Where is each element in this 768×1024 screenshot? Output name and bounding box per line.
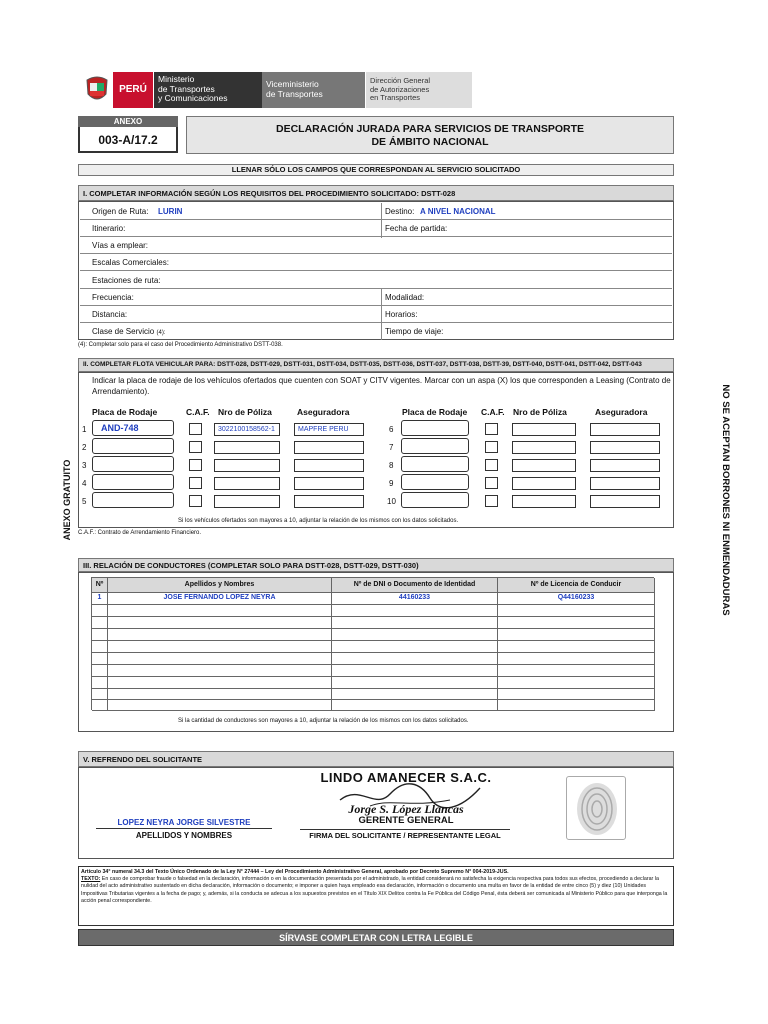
header-licencia: Nº de Licencia de Conducir — [498, 578, 655, 593]
poliza-input[interactable] — [512, 441, 576, 454]
placa-input[interactable] — [92, 456, 174, 472]
section-5-title: V. REFRENDO DEL SOLICITANTE — [78, 751, 674, 767]
caf-checkbox[interactable] — [485, 423, 498, 435]
aseguradora-input[interactable] — [590, 459, 660, 472]
signer-name: Jorge S. López Llancas — [348, 802, 464, 816]
ministry-name: Ministerio de Transportes y Comunicaciones — [154, 72, 262, 108]
placa-input[interactable] — [401, 456, 469, 472]
title-line-2: DE ÁMBITO NACIONAL — [371, 136, 489, 148]
coat-of-arms-icon — [84, 74, 110, 106]
escalas-label: Escalas Comerciales: — [92, 258, 169, 267]
header-poliza-right: Nro de Póliza — [513, 407, 567, 417]
aseguradora-input[interactable] — [294, 441, 364, 454]
poliza-input[interactable] — [512, 459, 576, 472]
poliza-input[interactable] — [214, 477, 280, 490]
poliza-input[interactable] — [512, 495, 576, 508]
estaciones-label: Estaciones de ruta: — [92, 276, 161, 285]
vias-label: Vías a emplear: — [92, 241, 149, 250]
placa-input[interactable] — [92, 474, 174, 490]
clase-label: Clase de Servicio (4): — [92, 327, 166, 336]
title-box — [186, 116, 674, 154]
peru-label: PERÚ — [113, 72, 153, 108]
header-aseguradora-right: Aseguradora — [595, 407, 648, 417]
header-poliza-left: Nro de Póliza — [218, 407, 272, 417]
signature-label: FIRMA DEL SOLICITANTE / REPRESENTANTE LEGAL — [300, 829, 510, 840]
placa-input[interactable]: AND-748 — [92, 420, 174, 436]
applicant-name-label: APELLIDOS Y NOMBRES — [135, 831, 233, 840]
fecha-partida-label: Fecha de partida: — [385, 224, 448, 233]
title-line-1: DECLARACIÓN JURADA PARA SERVICIOS DE TRANSPORTE — [275, 123, 585, 135]
direction-name: Dirección General de Autorizaciones en Transportes — [366, 72, 472, 108]
aseguradora-input[interactable] — [590, 495, 660, 508]
header-n: Nº — [92, 578, 108, 593]
aseguradora-input[interactable] — [590, 441, 660, 454]
header-aseguradora-left: Aseguradora — [297, 407, 350, 417]
company-stamp: LINDO AMANECER S.A.C. — [320, 770, 492, 785]
header-nombres: Apellidos y Nombres — [108, 578, 332, 593]
distancia-label: Distancia: — [92, 310, 128, 319]
aseguradora-input[interactable] — [294, 495, 364, 508]
itinerario-label: Itinerario: — [92, 224, 126, 233]
aseguradora-input[interactable] — [294, 459, 364, 472]
origen-value: LURIN — [158, 207, 183, 216]
placa-input[interactable] — [92, 438, 174, 454]
caf-checkbox[interactable] — [189, 495, 202, 507]
section-3-title: III. RELACIÓN DE CONDUCTORES (COMPLETAR SOLO PARA DSTT-028, DSTT-029, DSTT-030) — [78, 558, 674, 572]
side-label-left: ANEXO GRATUITO — [62, 459, 72, 541]
anexo-label: ANEXO — [78, 116, 178, 127]
aseguradora-input[interactable] — [294, 477, 364, 490]
header-placa-right: Placa de Rodaje — [402, 407, 468, 417]
legal-article: Artículo 34° numeral 34.3 del Texto Único Ordenado de la Ley N° 27444 – Ley del Procedimiento Administrativo General, aprobado por Decreto Supremo N° 004-2019-JUS. — [81, 869, 509, 875]
placa-input[interactable] — [92, 492, 174, 508]
aseguradora-input[interactable]: MAPFRE PERU — [294, 423, 364, 436]
section-2-instruction: Indicar la placa de rodaje de los vehículos ofertados que cuenten con SOAT y CITV vigentes. Marcar con un aspa (X) los que corresponden a Leasing (Contrato de Arrendamiento). — [92, 376, 671, 396]
modalidad-label: Modalidad: — [385, 293, 425, 302]
poliza-input[interactable] — [512, 477, 576, 490]
footer-bar: SÍRVASE COMPLETAR CON LETRA LEGIBLE — [78, 929, 674, 946]
caf-checkbox[interactable] — [189, 423, 202, 435]
destino-label: Destino: — [385, 207, 415, 216]
poliza-input[interactable] — [214, 495, 280, 508]
destino-value: A NIVEL NACIONAL — [420, 207, 496, 216]
section-2-title: II. COMPLETAR FLOTA VEHICULAR PARA: DSTT-028, DSTT-029, DSTT-031, DSTT-034, DSTT-035, DSTT-036, DSTT-037, DSTT-038, DSTT-39, DSTT-040, DSTT-041, DSTT-042, DSTT-043 — [78, 358, 674, 372]
legal-text: TEXTO: En caso de comprobar fraude o falsedad en la declaración, información o en la documentación presentada por el administrado, la entidad considerará no satisfecha la exigencia respectiva para todos sus efectos, procediendo a declarar la nulidad del acto administrativo sustentado en dicha declaración, información o documento; e imponer a quien haya empleado esa declaración, información o documento una multa en favor de la entidad de entre cinco (5) y diez (10) Unidades Impositivas Tributarias vigentes a la fecha de pago; y, además, si la conducta se adecua a los supuestos previstos en el Título XIX Delitos contra la Fe Pública del Código Penal, ésta deberá ser comunicada al Ministerio Público para que interponga la acción penal correspondiente. — [81, 876, 668, 904]
caf-checkbox[interactable] — [189, 459, 202, 471]
horarios-label: Horarios: — [385, 310, 418, 319]
header-placa-left: Placa de Rodaje — [92, 407, 158, 417]
anexo-code: 003-A/17.2 — [78, 127, 178, 153]
ministry-header — [80, 72, 472, 108]
caf-note: C.A.F.: Contrato de Arrendamiento Financiero. — [78, 530, 202, 536]
placa-input[interactable] — [401, 420, 469, 436]
section-2-note: Si los vehículos ofertados son mayores a 10, adjuntar la relación de los mismos con los datos solicitados. — [178, 518, 459, 524]
caf-checkbox[interactable] — [189, 477, 202, 489]
fingerprint-icon — [573, 781, 621, 837]
poliza-input[interactable] — [214, 441, 280, 454]
aseguradora-input[interactable] — [590, 423, 660, 436]
placa-input[interactable] — [401, 474, 469, 490]
instruction-bar: LLENAR SÓLO LOS CAMPOS QUE CORRESPONDAN AL SERVICIO SOLICITADO — [78, 164, 674, 176]
drivers-table: Nº Apellidos y Nombres Nº de DNI o Documento de Identidad Nº de Licencia de Conducir 1 JOSE FERNANDO LOPEZ NEYRA 44160233 Q44160233 — [91, 577, 654, 710]
fingerprint-box — [566, 776, 626, 840]
header-dni: Nº de DNI o Documento de Identidad — [332, 578, 498, 593]
section-1-title: I. COMPLETAR INFORMACIÓN SEGÚN LOS REQUISITOS DEL PROCEDIMIENTO SOLICITADO: DSTT-028 — [78, 185, 674, 201]
frecuencia-label: Frecuencia: — [92, 293, 134, 302]
header-caf-left: C.A.F. — [186, 407, 210, 417]
placa-input[interactable] — [401, 492, 469, 508]
aseguradora-input[interactable] — [590, 477, 660, 490]
caf-checkbox[interactable] — [485, 441, 498, 453]
caf-checkbox[interactable] — [485, 495, 498, 507]
caf-checkbox[interactable] — [485, 459, 498, 471]
poliza-input[interactable]: 3022100158562-1 — [214, 423, 280, 436]
signer-role: GERENTE GENERAL — [358, 815, 454, 826]
section-3-note: Si la cantidad de conductores son mayores a 10, adjuntar la relación de los mismos con los datos solicitados. — [178, 718, 469, 724]
header-caf-right: C.A.F. — [481, 407, 505, 417]
origen-label: Origen de Ruta: — [92, 207, 149, 216]
applicant-name: LOPEZ NEYRA JORGE SILVESTRE — [96, 818, 272, 829]
legal-box — [78, 866, 674, 926]
section-1-footnote: (4): Completar solo para el caso del Procedimiento Administrativo DSTT-038. — [78, 342, 283, 348]
poliza-input[interactable] — [214, 459, 280, 472]
placa-input[interactable] — [401, 438, 469, 454]
side-label-right: NO SE ACEPTAN BORRONES NI ENMENDADURAS — [720, 384, 731, 616]
caf-checkbox[interactable] — [189, 441, 202, 453]
viceministry-name: Viceministerio de Transportes — [262, 72, 365, 108]
tiempo-label: Tiempo de viaje: — [385, 327, 444, 336]
caf-checkbox[interactable] — [485, 477, 498, 489]
poliza-input[interactable] — [512, 423, 576, 436]
